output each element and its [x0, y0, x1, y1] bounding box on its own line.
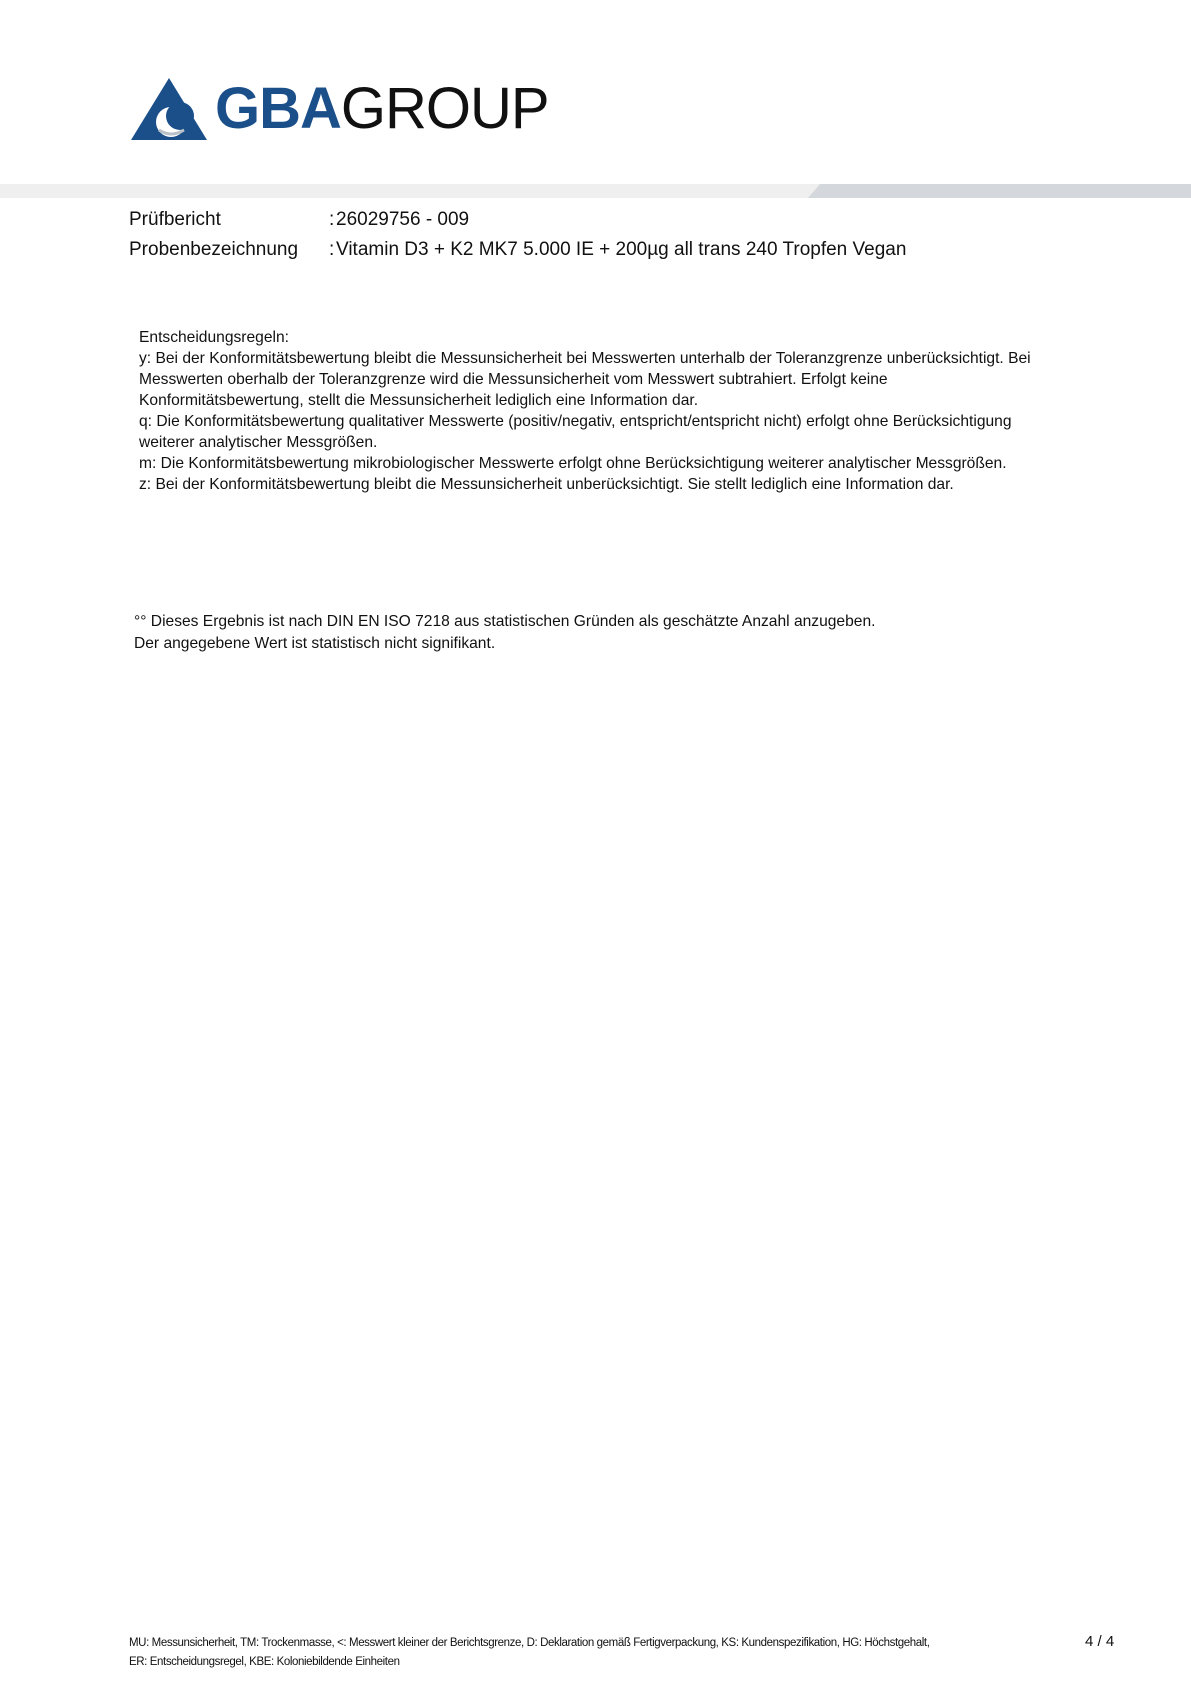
- decision-rule-line: Konformitätsbewertung, stellt die Messunsicherheit lediglich eine Information dar.: [139, 392, 699, 409]
- header-divider-dark: [808, 184, 1191, 198]
- statistical-note-line-1: °° Dieses Ergebnis ist nach DIN EN ISO 7218 aus statistischen Gründen als geschätzte Anzahl anzugeben.: [134, 613, 876, 630]
- decision-rule-line: q: Die Konformitätsbewertung qualitativer Messwerte (positiv/negativ, entspricht/entspricht nicht) erfolgt ohne Berücksichtigung: [139, 413, 1012, 430]
- decision-rule-line: Messwerten oberhalb der Toleranzgrenze wird die Messunsicherheit vom Messwert subtrahiert. Erfolgt keine: [139, 371, 888, 388]
- gba-group-logo: [131, 76, 561, 142]
- decision-rule-line: m: Die Konformitätsbewertung mikrobiologischer Messwerte erfolgt ohne Berücksichtigung weiterer analytischer Messgrößen.: [139, 455, 1007, 472]
- logo-wordmark-light: GROUP: [340, 76, 549, 141]
- report-number-colon: :: [329, 209, 335, 230]
- decision-rule-line: z: Bei der Konformitätsbewertung bleibt die Messunsicherheit unberücksichtigt. Sie stellt lediglich eine Information dar.: [139, 476, 954, 493]
- decision-rules-section: [139, 327, 1079, 495]
- decision-rules-title: Entscheidungsregeln:: [139, 329, 289, 346]
- report-number-value: 26029756 - 009: [336, 209, 470, 230]
- sample-name-value: Vitamin D3 + K2 MK7 5.000 IE + 200µg all trans 240 Tropfen Vegan: [336, 239, 907, 260]
- header-divider-band: [0, 184, 1191, 198]
- decision-rule-line: weiterer analytischer Messgrößen.: [139, 434, 378, 451]
- abbreviations-footer: [129, 1634, 1009, 1672]
- triangle-logo-icon: [131, 78, 207, 140]
- statistical-note-line-2: Der angegebene Wert ist statistisch nicht signifikant.: [134, 635, 496, 652]
- decision-rule-line: y: Bei der Konformitätsbewertung bleibt die Messunsicherheit bei Messwerten unterhalb der Toleranzgrenze unberücksichtigt. Bei: [139, 350, 1031, 367]
- header-divider-light: [0, 184, 820, 198]
- statistical-note: [134, 611, 1074, 655]
- logo-wordmark-bold: GBA: [215, 76, 341, 141]
- report-number-label: Prüfbericht: [129, 209, 221, 230]
- logo-wordmark: [215, 76, 549, 142]
- footer-line-1: MU: Messunsicherheit, TM: Trockenmasse, <: Messwert kleiner der Berichtsgrenze, D: Deklaration gemäß Fertigverpackung, KS: Kundenspezifikation, HG: Höchstgehalt,: [129, 1637, 930, 1649]
- sample-name-colon: :: [329, 239, 335, 260]
- page-number: 4 / 4: [1085, 1633, 1115, 1650]
- footer-line-2: ER: Entscheidungsregel, KBE: Koloniebildende Einheiten: [129, 1656, 400, 1668]
- sample-name-label: Probenbezeichnung: [129, 239, 299, 260]
